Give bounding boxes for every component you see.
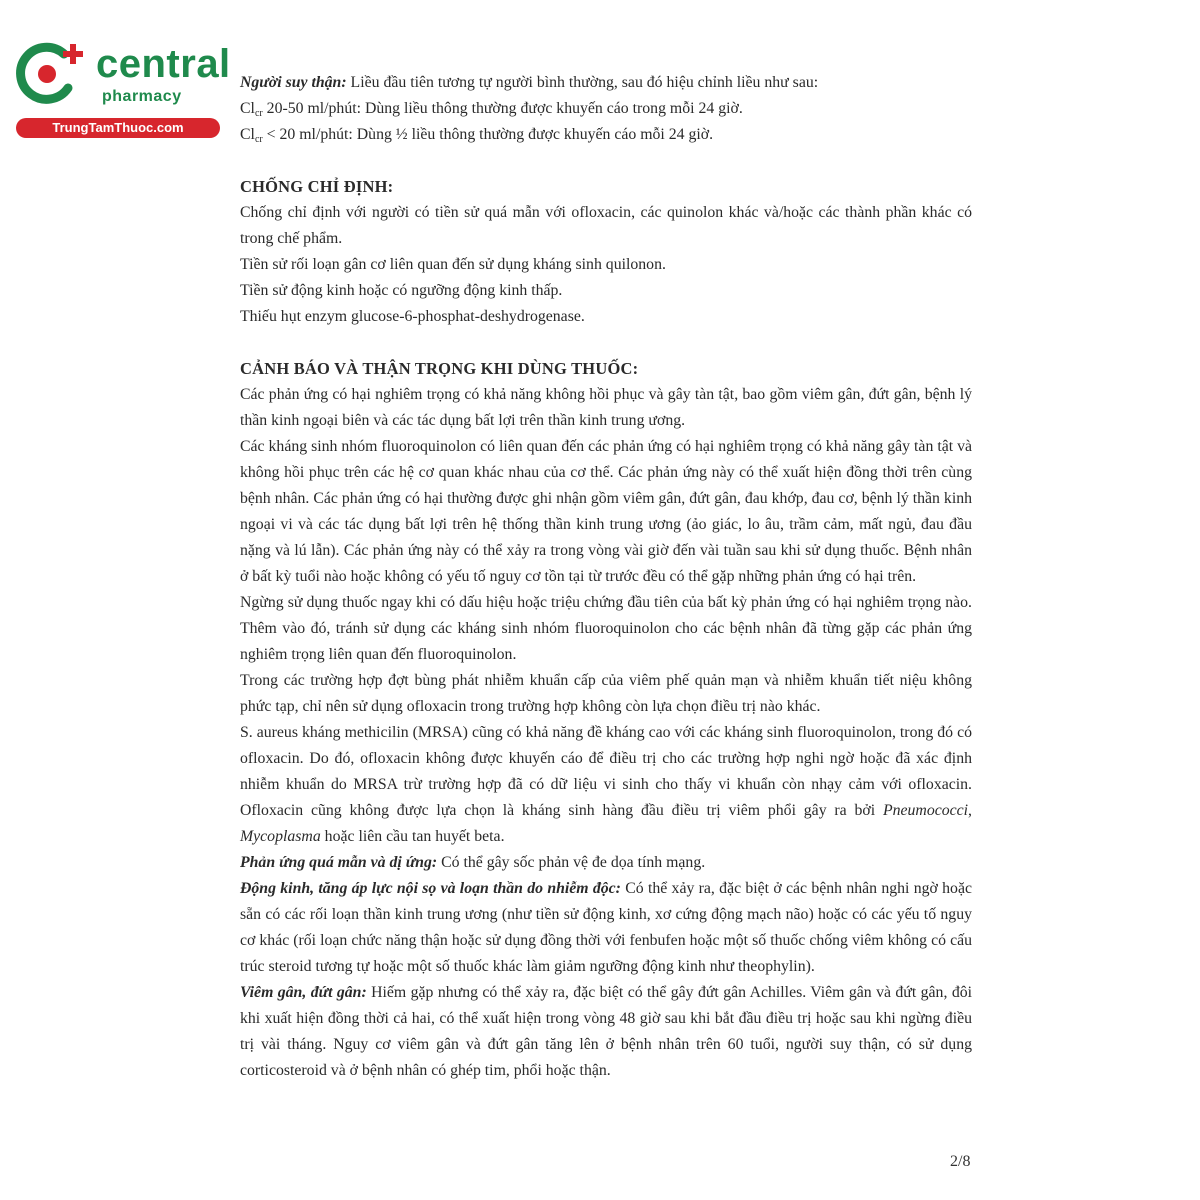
contraindication-paragraph: Thiếu hụt enzym glucose-6-phosphat-deshydrogenase.: [240, 308, 585, 325]
cl-subscript: cr: [254, 134, 263, 145]
logo-subtitle: pharmacy: [102, 88, 182, 105]
hypersensitivity-text: Có thể gây sốc phản vệ đe dọa tính mạng.: [437, 854, 706, 871]
hypersensitivity-paragraph: [240, 850, 972, 876]
renal-dosage-line-2: [240, 122, 972, 148]
warning-paragraph: Ngừng sử dụng thuốc ngay khi có dấu hiệu hoặc triệu chứng đầu tiên của bất kỳ phản ứng có hại nghiêm trọng nào. Thêm vào đó, tránh sử dụng các kháng sinh nhóm fluoroquinolon cho các bệnh nhân đã từng gặp các phản ứng nghiêm trọng liên quan đến fluoroquinolon.: [240, 594, 972, 663]
logo-website[interactable]: TrungTamThuoc.com: [16, 118, 220, 138]
warning-paragraph: Các phản ứng có hại nghiêm trọng có khả năng không hồi phục và gây tàn tật, bao gồm viêm gân, đứt gân, bệnh lý thần kinh ngoại biên và các tác dụng bất lợi trên thần kinh trung ương.: [240, 386, 972, 429]
contraindication-paragraph: Chống chỉ định với người có tiền sử quá mẫn với ofloxacin, các quinolon khác và/hoặc các thành phần khác có trong chế phẩm.: [240, 204, 972, 247]
contraindications-heading: CHỐNG CHỈ ĐỊNH:: [240, 177, 394, 196]
renal-lead: Người suy thận:: [240, 74, 347, 91]
cl-label: Cl: [240, 126, 255, 143]
hypersensitivity-lead: Phản ứng quá mẫn và dị ứng:: [240, 854, 438, 871]
warning-paragraph: Các kháng sinh nhóm fluoroquinolon có liên quan đến các phản ứng có hại nghiêm trọng có khả năng gây tàn tật và không hồi phục trên các hệ cơ quan khác nhau của cơ thể. Các phản ứng này có thể xuất hiện đồng thời trên cùng bệnh nhân. Các phản ứng có hại thường được ghi nhận gồm viêm gân, đứt gân, đau khớp, đau cơ, bệnh lý thần kinh ngoại vi và các tác dụng bất lợi trên hệ thống thần kinh trung ương (ảo giác, lo âu, trầm cảm, mất ngủ, đau đầu nặng và lú lẫn). Các phản ứng này có thể xảy ra trong vòng vài giờ đến vài tuần sau khi sử dụng thuốc. Bệnh nhân ở bất kỳ tuổi nào hoặc không có yếu tố nguy cơ tồn tại từ trước đều có thể gặp những phản ứng có hại trên.: [240, 438, 972, 585]
tendinitis-text: Hiếm gặp nhưng có thể xảy ra, đặc biệt có thể gây đứt gân Achilles. Viêm gân và đứt gân, đôi khi xuất hiện đồng thời cả hai, có thể xuất hiện trong vòng 48 giờ sau khi bắt đầu điều trị hoặc sau khi ngừng điều trị vài tháng. Nguy cơ viêm gân và đứt gân tăng lên ở bệnh nhân trên 60 tuổi, người suy thận, có sử dụng corticosteroid và ở bệnh nhân có ghép tim, phổi hoặc thận.: [240, 984, 973, 1079]
tendinitis-lead: Viêm gân, đứt gân:: [240, 984, 367, 1001]
cl-label: Cl: [240, 100, 255, 117]
central-pharmacy-logo[interactable]: [12, 38, 231, 138]
mrsa-text-end: hoặc liên cầu tan huyết beta.: [320, 828, 505, 845]
document-body: [240, 70, 972, 1084]
seizure-paragraph: [240, 876, 972, 980]
mrsa-text: S. aureus kháng methicilin (MRSA) cũng có khả năng đề kháng cao với các kháng sinh fluoroquinolon, trong đó có ofloxacin. Do đó, ofloxacin không được khuyến cáo để điều trị cho các trường hợp nghi ngờ hoặc đã xác định nhiễm khuẩn do MRSA trừ trường hợp đã có dữ liệu vi sinh cho thấy vi khuẩn còn nhạy cảm với ofloxacin. Ofloxacin cũng không được lựa chọn là kháng sinh hàng đầu điều trị viêm phổi gây ra bởi: [240, 724, 972, 819]
separator: ,: [968, 802, 972, 819]
tendinitis-paragraph: [240, 980, 972, 1084]
seizure-lead: Động kinh, tăng áp lực nội sọ và loạn thần do nhiễm độc:: [240, 880, 621, 897]
cl-subscript: cr: [254, 108, 263, 119]
seizure-text: Có thể xảy ra, đặc biệt ở các bệnh nhân nghi ngờ hoặc sẵn có các rối loạn thần kinh trung ương (như tiền sử động kinh, xơ cứng động mạch não) hoặc có các yếu tố nguy cơ khác (rối loạn chức năng thận hoặc sử dụng đồng thời với fenbufen hoặc một số thuốc chống viêm không có cấu trúc steroid tương tự hoặc một số thuốc khác làm giảm ngưỡng động kinh như theophylin).: [240, 880, 972, 975]
warning-paragraph: Trong các trường hợp đợt bùng phát nhiễm khuẩn cấp của viêm phế quản mạn và nhiễm khuẩn tiết niệu không phức tạp, chỉ nên sử dụng ofloxacin trong trường hợp không còn lựa chọn điều trị nào khác.: [240, 672, 972, 715]
logo-name: central: [96, 42, 231, 86]
mrsa-paragraph: [240, 720, 972, 850]
pathogen-name: Pneumococci: [882, 802, 969, 819]
renal-line-1-text: 20-50 ml/phút: Dùng liều thông thường được khuyến cáo trong mỗi 24 giờ.: [262, 100, 743, 117]
page-number: 2/8: [950, 1153, 971, 1170]
pharmacy-logo-icon: [12, 38, 88, 108]
renal-intro-text: Liều đầu tiên tương tự người bình thường, sau đó hiệu chỉnh liều như sau:: [346, 74, 819, 91]
contraindication-paragraph: Tiền sử rối loạn gân cơ liên quan đến sử dụng kháng sinh quilonon.: [240, 256, 666, 273]
contraindication-paragraph: Tiền sử động kinh hoặc có ngưỡng động kinh thấp.: [240, 282, 563, 299]
pathogen-name: Mycoplasma: [240, 828, 321, 845]
warnings-heading: CẢNH BÁO VÀ THẬN TRỌNG KHI DÙNG THUỐC:: [240, 359, 639, 378]
renal-line-2-text: < 20 ml/phút: Dùng ½ liều thông thường được khuyến cáo mỗi 24 giờ.: [262, 126, 714, 143]
renal-dosage-intro: [240, 70, 972, 96]
renal-dosage-line-1: [240, 96, 972, 122]
